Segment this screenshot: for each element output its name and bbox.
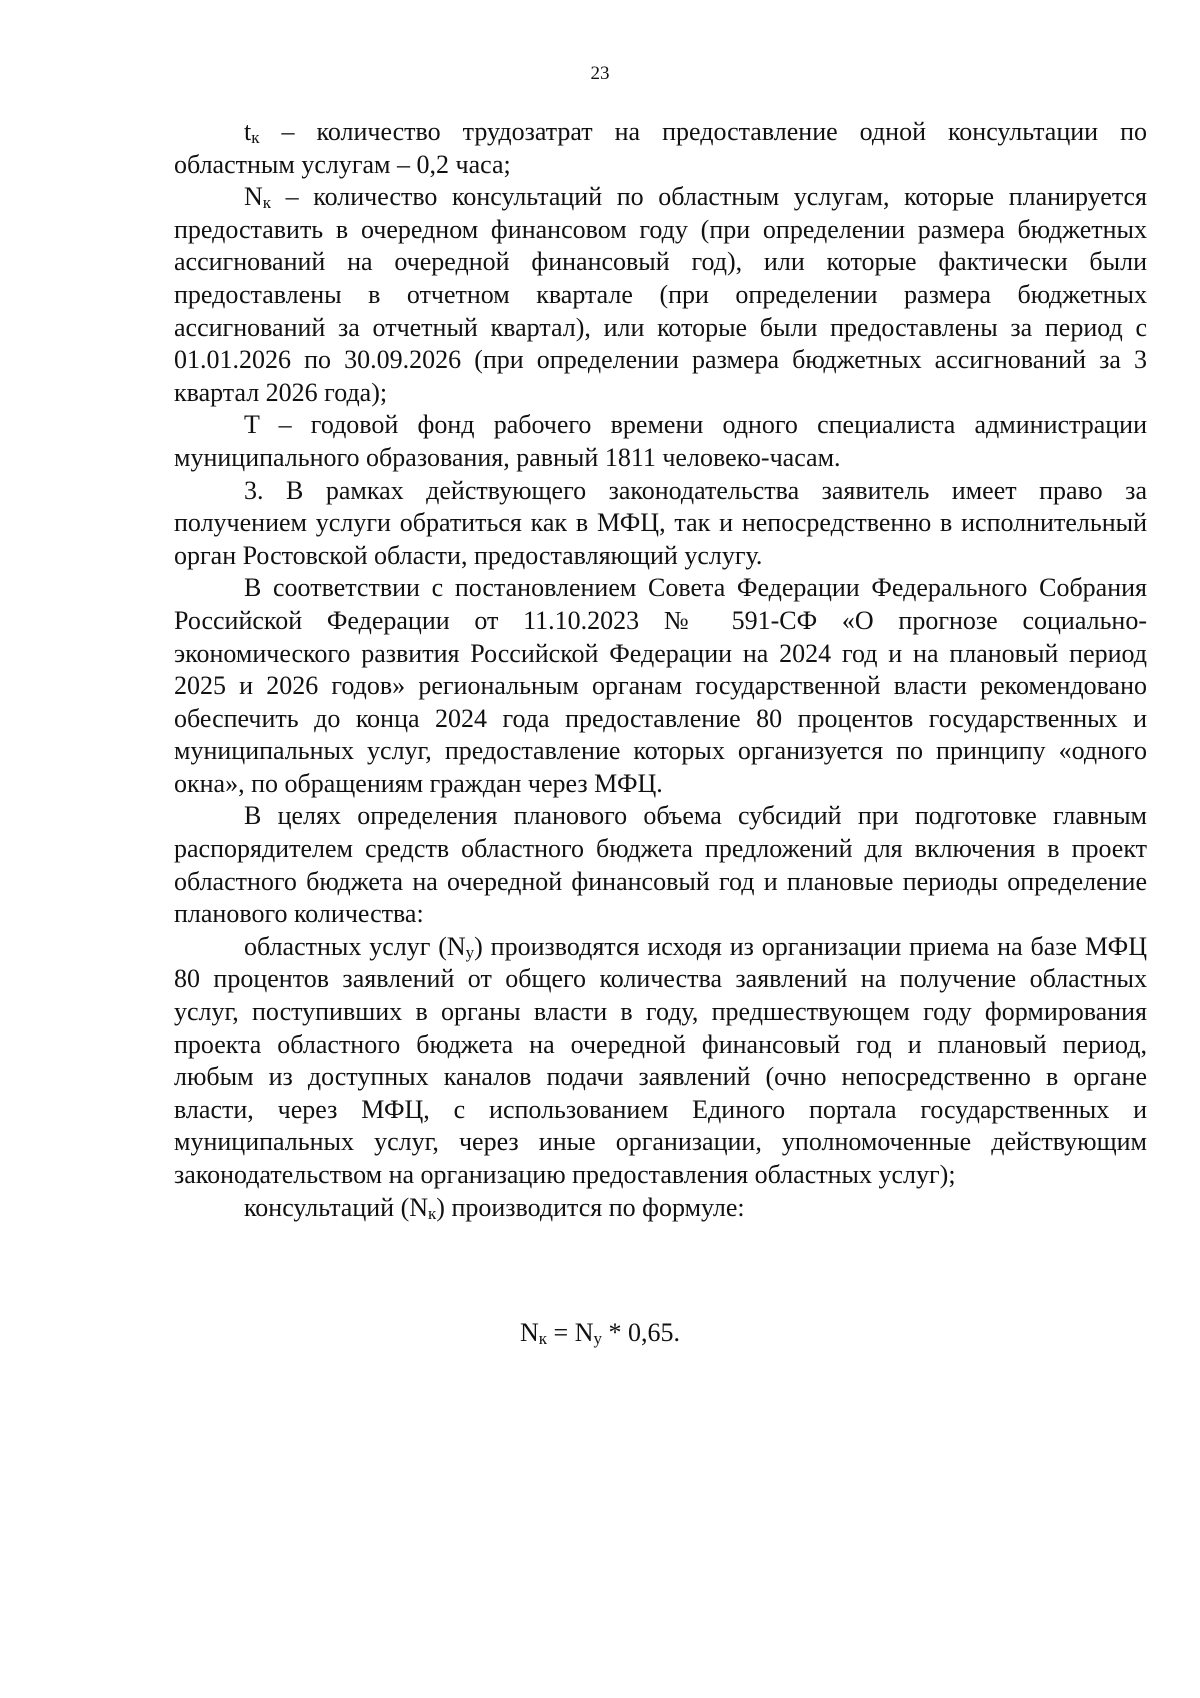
nk-symbol: $N_к$ bbox=[244, 182, 272, 213]
paragraph-tk-definition: $t_к$ – количество трудозатрат на предоставление одной консультации по областным услугам – 0,2 часа; bbox=[174, 117, 1147, 179]
paragraph-regional-services: областных услуг $(N_у)$ производятся исходя из организации приема на базе МФЦ 80 процентов заявлений от общего количества заявлений на получение областных услуг, поступивших в органы власти в году, предшествующем году формирования проекта областного бюджета на очередной финансовый год и плановый период, любым из доступных каналов подачи заявлений (очно непосредственно в органе власти, через МФЦ, с использованием Единого портала государственных и муниципальных услуг, через иные организации, уполномоченные действующим законодательством на организацию предоставления областных услуг); bbox=[174, 931, 1147, 1189]
paragraph-nk-definition: $N_к$ – количество консультаций по областным услугам, которые планируется предоставить в очередном финансовом году (при определении размера бюджетных ассигнований на очередной финансовый год), или которые фактически были предоставлены в отчетном квартале (при определении размера бюджетных ассигнований за отчетный квартал), или которые были предоставлены за период с 01.01.2026 по 30.09.2026 (при определении размера бюджетных ассигнований за 3 квартал 2026 года); bbox=[174, 182, 1147, 407]
paragraph-t-definition: T – годовой фонд рабочего времени одного специалиста администрации муниципального образования, равный 1811 человеко-часам. bbox=[174, 410, 1147, 472]
paragraph-federation-council: В соответствии с постановлением Совета Федерации Федерального Собрания Российской Федерации от 11.10.2023 № 591-СФ «О прогнозе социально-экономического развития Российской Федерации на 2024 год и на плановый период 2025 и 2026 годов» региональным органам государственной власти рекомендовано обеспечить до конца 2024 года предоставление 80 процентов государственных и муниципальных услуг, предоставление которых организуется по принципу «одного окна», по обращениям граждан через МФЦ. bbox=[174, 573, 1147, 798]
paragraph-consultations: консультаций $(N_к)$ производится по формуле: bbox=[244, 1192, 745, 1223]
page-number: 23 bbox=[590, 63, 610, 84]
document-body bbox=[174, 116, 1147, 1224]
paragraph-section-3: 3. В рамках действующего законодательства заявитель имеет право за получением услуги обратиться как в МФЦ, так и непосредственно в исполнительный орган Ростовской области, предоставляющий услугу. bbox=[174, 475, 1147, 570]
paragraph-subsidy-planning: В целях определения планового объема субсидий при подготовке главным распорядителем средств областного бюджета предложений для включения в проект областного бюджета на очередной финансовый год и плановые периоды определение планового количества: bbox=[174, 801, 1147, 929]
tk-symbol: $t_к$ bbox=[244, 117, 260, 147]
formula: $N_к = N_у * 0,65$. bbox=[520, 1318, 680, 1348]
